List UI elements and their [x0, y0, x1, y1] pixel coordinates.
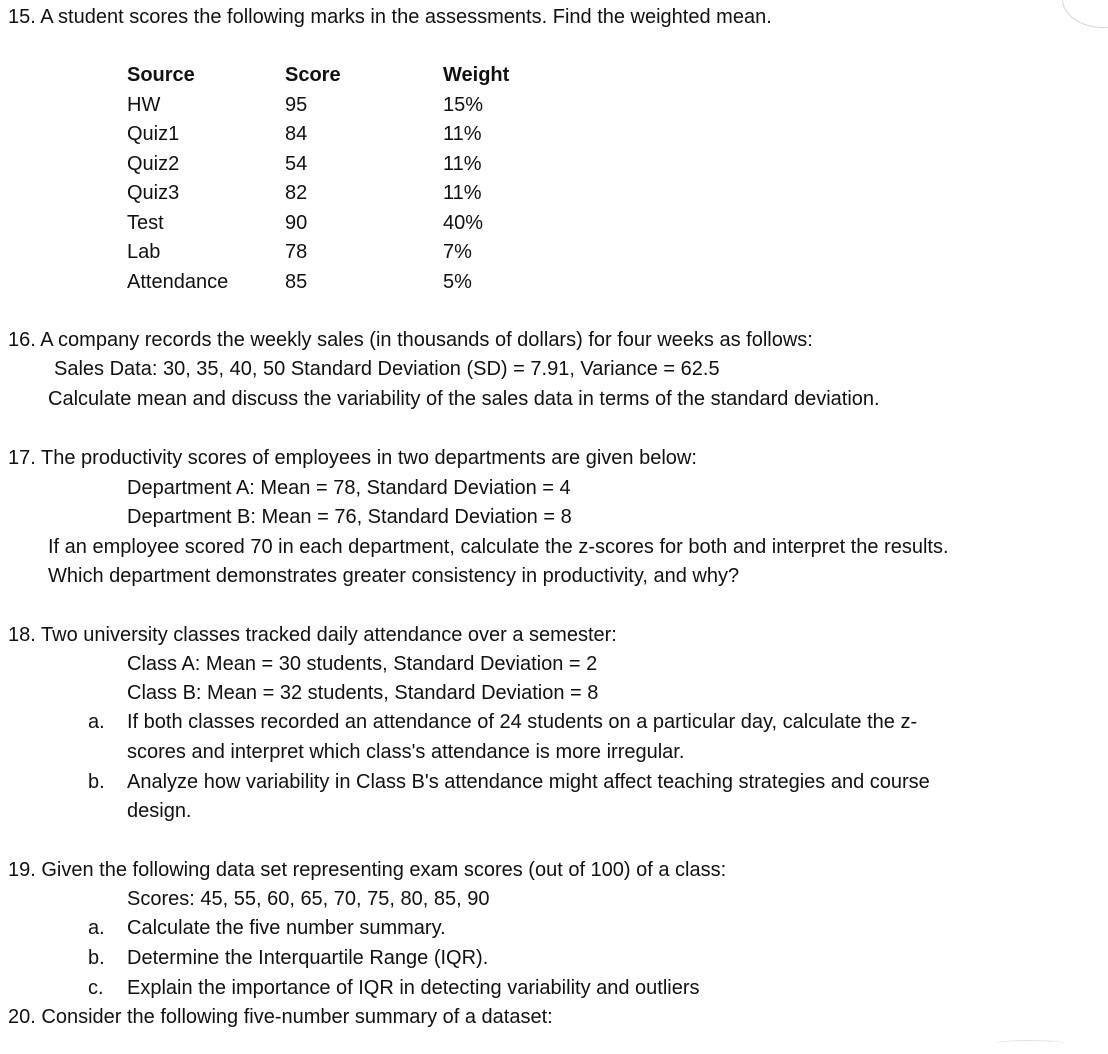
question-19-part-a-text: Calculate the five number summary.	[127, 917, 446, 939]
table-cell-source: Quiz3	[127, 182, 180, 204]
question-19-part-b-text: Determine the Interquartile Range (IQR).	[127, 947, 489, 969]
question-16-number: 16.	[8, 329, 36, 351]
table-cell-weight: 15%	[443, 93, 484, 116]
question-15-text: A student scores the following marks in the assessments. Find the weighted mean.	[40, 6, 772, 28]
question-16-text: A company records the weekly sales (in thousands of dollars) for four weeks as follows:	[40, 329, 813, 351]
question-15	[8, 3, 772, 33]
question-19	[8, 856, 726, 886]
table-cell-score: 84	[285, 123, 308, 145]
question-20	[8, 1003, 553, 1033]
question-19-part-b-letter: b.	[88, 947, 105, 969]
table-row	[127, 209, 563, 239]
table-cell-source: Attendance	[127, 270, 229, 293]
question-17-dept-a: Department A: Mean = 78, Standard Deviation = 4	[127, 477, 571, 499]
question-20-number: 20.	[8, 1006, 36, 1028]
question-17-text: The productivity scores of employees in two departments are given below:	[41, 447, 697, 469]
question-18-class-b: Class B: Mean = 32 students, Standard Deviation = 8	[127, 682, 599, 704]
question-19-part-c-letter: c.	[88, 977, 104, 999]
question-19-text: Given the following data set representing exam scores (out of 100) of a class:	[41, 859, 727, 881]
table-cell-weight: 40%	[443, 211, 484, 234]
table-cell-weight: 5%	[443, 270, 472, 293]
table-cell-score: 78	[285, 241, 308, 263]
question-17-dept-b: Department B: Mean = 76, Standard Deviation = 8	[127, 506, 572, 528]
question-18-part-b-line1: Analyze how variability in Class B's attendance might affect teaching strategies and course	[127, 771, 930, 793]
table-cell-source: HW	[127, 93, 161, 116]
table-cell-source: Quiz1	[127, 123, 180, 145]
table-header-score: Score	[285, 64, 341, 86]
table-cell-score: 54	[285, 152, 308, 175]
table-row	[127, 120, 563, 150]
table-cell-weight: 11%	[443, 182, 482, 204]
question-17	[8, 444, 697, 474]
weighted-marks-table	[127, 61, 563, 297]
question-19-part-a-letter: a.	[88, 917, 105, 939]
question-16-sales-data: Sales Data: 30, 35, 40, 50 Standard Deviation (SD) = 7.91, Variance = 62.5	[54, 358, 720, 380]
table-cell-score: 90	[285, 211, 308, 234]
question-18-number: 18.	[8, 624, 36, 646]
table-header-row	[127, 61, 563, 91]
table-row	[127, 150, 563, 180]
question-18-part-b-letter: b.	[88, 771, 105, 793]
page-bottom-decoration	[995, 1040, 1065, 1047]
question-17-number: 17.	[8, 447, 36, 469]
question-17-question: Which department demonstrates greater consistency in productivity, and why?	[48, 565, 740, 587]
table-cell-weight: 11%	[443, 123, 482, 145]
question-18-text: Two university classes tracked daily attendance over a semester:	[41, 624, 617, 646]
table-cell-score: 95	[285, 93, 308, 116]
table-cell-source: Test	[127, 211, 164, 234]
table-cell-weight: 11%	[443, 152, 482, 175]
question-19-scores: Scores: 45, 55, 60, 65, 70, 75, 80, 85, 90	[127, 888, 490, 910]
question-15-number: 15.	[8, 6, 36, 28]
question-19-number: 19.	[8, 859, 36, 881]
question-16-instruction: Calculate mean and discuss the variability of the sales data in terms of the standard deviation.	[48, 388, 880, 410]
question-18-part-a-line2: scores and interpret which class's attendance is more irregular.	[127, 741, 685, 763]
table-cell-weight: 7%	[443, 241, 472, 263]
table-row	[127, 268, 563, 298]
table-row	[127, 238, 563, 268]
question-20-text: Consider the following five-number summary of a dataset:	[41, 1006, 553, 1028]
question-18-part-a-letter: a.	[88, 711, 105, 733]
question-19-part-c-text: Explain the importance of IQR in detecting variability and outliers	[127, 977, 700, 999]
question-17-instruction: If an employee scored 70 in each department, calculate the z-scores for both and interpret the results.	[48, 536, 949, 558]
table-row	[127, 179, 563, 209]
table-cell-score: 82	[285, 182, 308, 204]
question-18-part-b-line2: design.	[127, 800, 192, 822]
table-header-source: Source	[127, 64, 195, 86]
question-18-part-a-line1: If both classes recorded an attendance of 24 students on a particular day, calculate the z-	[127, 711, 918, 733]
table-header-weight: Weight	[443, 64, 510, 86]
question-18	[8, 621, 617, 651]
question-16	[8, 326, 813, 356]
table-cell-score: 85	[285, 270, 308, 293]
table-cell-source: Lab	[127, 241, 161, 263]
table-row	[127, 91, 563, 121]
table-cell-source: Quiz2	[127, 152, 180, 175]
page-corner-decoration	[1062, 0, 1108, 28]
question-18-class-a: Class A: Mean = 30 students, Standard Deviation = 2	[127, 653, 598, 675]
